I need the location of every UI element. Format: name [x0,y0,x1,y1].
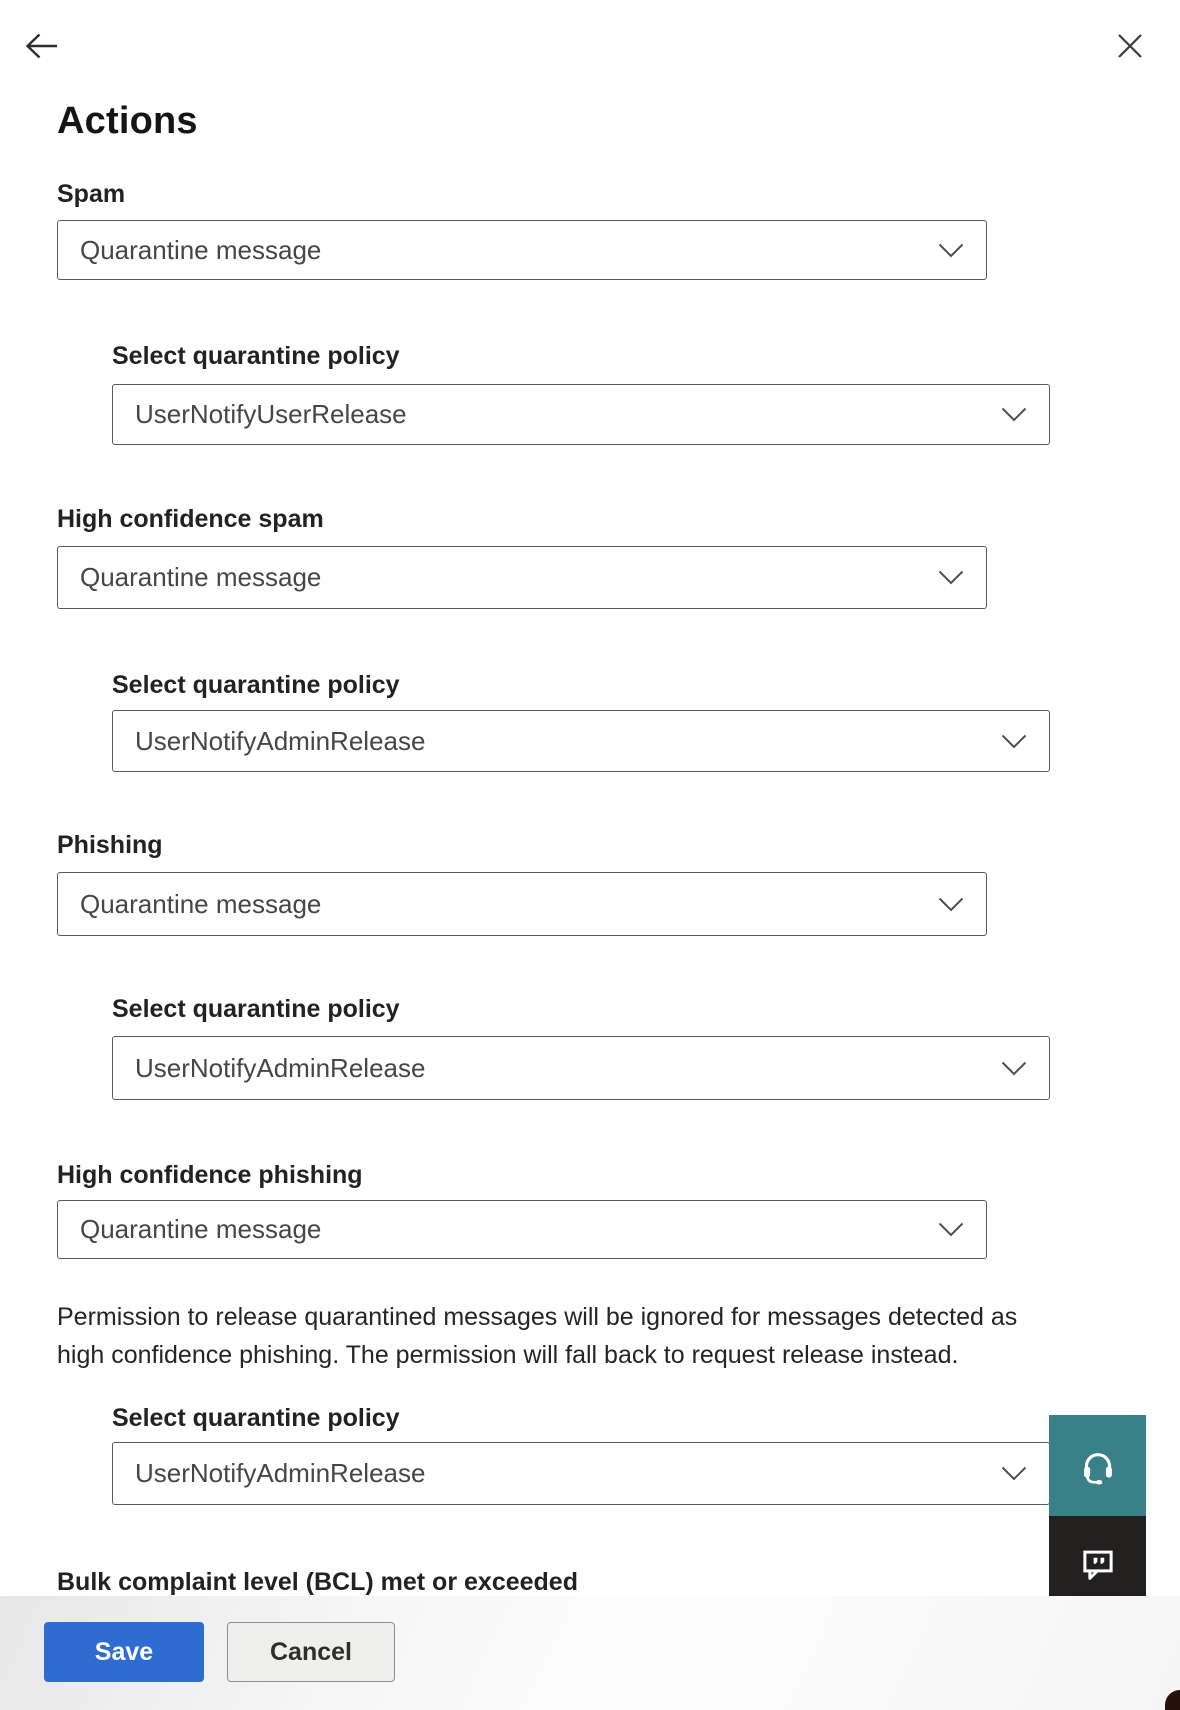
high-confidence-phishing-note: Permission to release quarantined messages will be ignored for messages detected as high confidence phishing. The permission will fall back to request release instead. [57,1303,1018,1369]
chevron-down-icon [938,243,964,258]
spam-policy-value: UserNotifyUserRelease [135,399,407,429]
phishing-policy-dropdown[interactable] [112,1036,1050,1100]
chevron-down-icon [1001,407,1027,422]
headset-icon [1077,1445,1119,1487]
high-confidence-phishing-action-dropdown[interactable] [57,1200,987,1259]
high-confidence-phishing-policy-label: Select quarantine policy [112,1404,400,1432]
chevron-down-icon [1001,734,1027,749]
cancel-button[interactable]: Cancel [227,1622,395,1682]
back-arrow-icon [24,30,60,62]
bulk-complaint-level-label: Bulk complaint level (BCL) met or exceeded [57,1568,578,1596]
high-confidence-phishing-label: High confidence phishing [57,1161,363,1189]
phishing-action-dropdown[interactable] [57,872,987,936]
close-icon [1116,32,1144,60]
speech-bubble-icon [1078,1544,1118,1584]
back-button[interactable] [18,22,66,70]
close-button[interactable] [1106,22,1154,70]
support-widget-button[interactable] [1049,1415,1146,1516]
high-confidence-spam-action-value: Quarantine message [80,562,322,592]
chevron-down-icon [938,570,964,585]
high-confidence-spam-policy-label: Select quarantine policy [112,671,400,699]
spam-policy-label: Select quarantine policy [112,342,400,370]
spam-label: Spam [57,180,126,208]
high-confidence-phishing-policy-dropdown[interactable] [112,1442,1050,1505]
phishing-action-value: Quarantine message [80,888,322,919]
phishing-label: Phishing [57,831,163,859]
high-confidence-spam-policy-dropdown[interactable] [112,710,1050,772]
phishing-policy-value: UserNotifyAdminRelease [135,1052,426,1083]
chevron-down-icon [938,1222,964,1237]
high-confidence-phishing-action-value: Quarantine message [80,1214,322,1244]
page-title: Actions [57,100,198,142]
high-confidence-spam-policy-value: UserNotifyAdminRelease [135,725,426,756]
chevron-down-icon [938,897,964,912]
footer-bar [0,1596,1180,1710]
spam-action-value: Quarantine message [80,234,322,265]
phishing-policy-label: Select quarantine policy [112,995,400,1023]
spam-policy-dropdown[interactable] [112,384,1050,445]
spam-action-dropdown[interactable] [57,220,987,280]
chevron-down-icon [1001,1061,1027,1076]
high-confidence-spam-label: High confidence spam [57,505,324,533]
high-confidence-phishing-policy-value: UserNotifyAdminRelease [135,1458,426,1488]
save-button[interactable]: Save [44,1622,204,1682]
chevron-down-icon [1001,1466,1027,1481]
high-confidence-spam-action-dropdown[interactable] [57,546,987,609]
